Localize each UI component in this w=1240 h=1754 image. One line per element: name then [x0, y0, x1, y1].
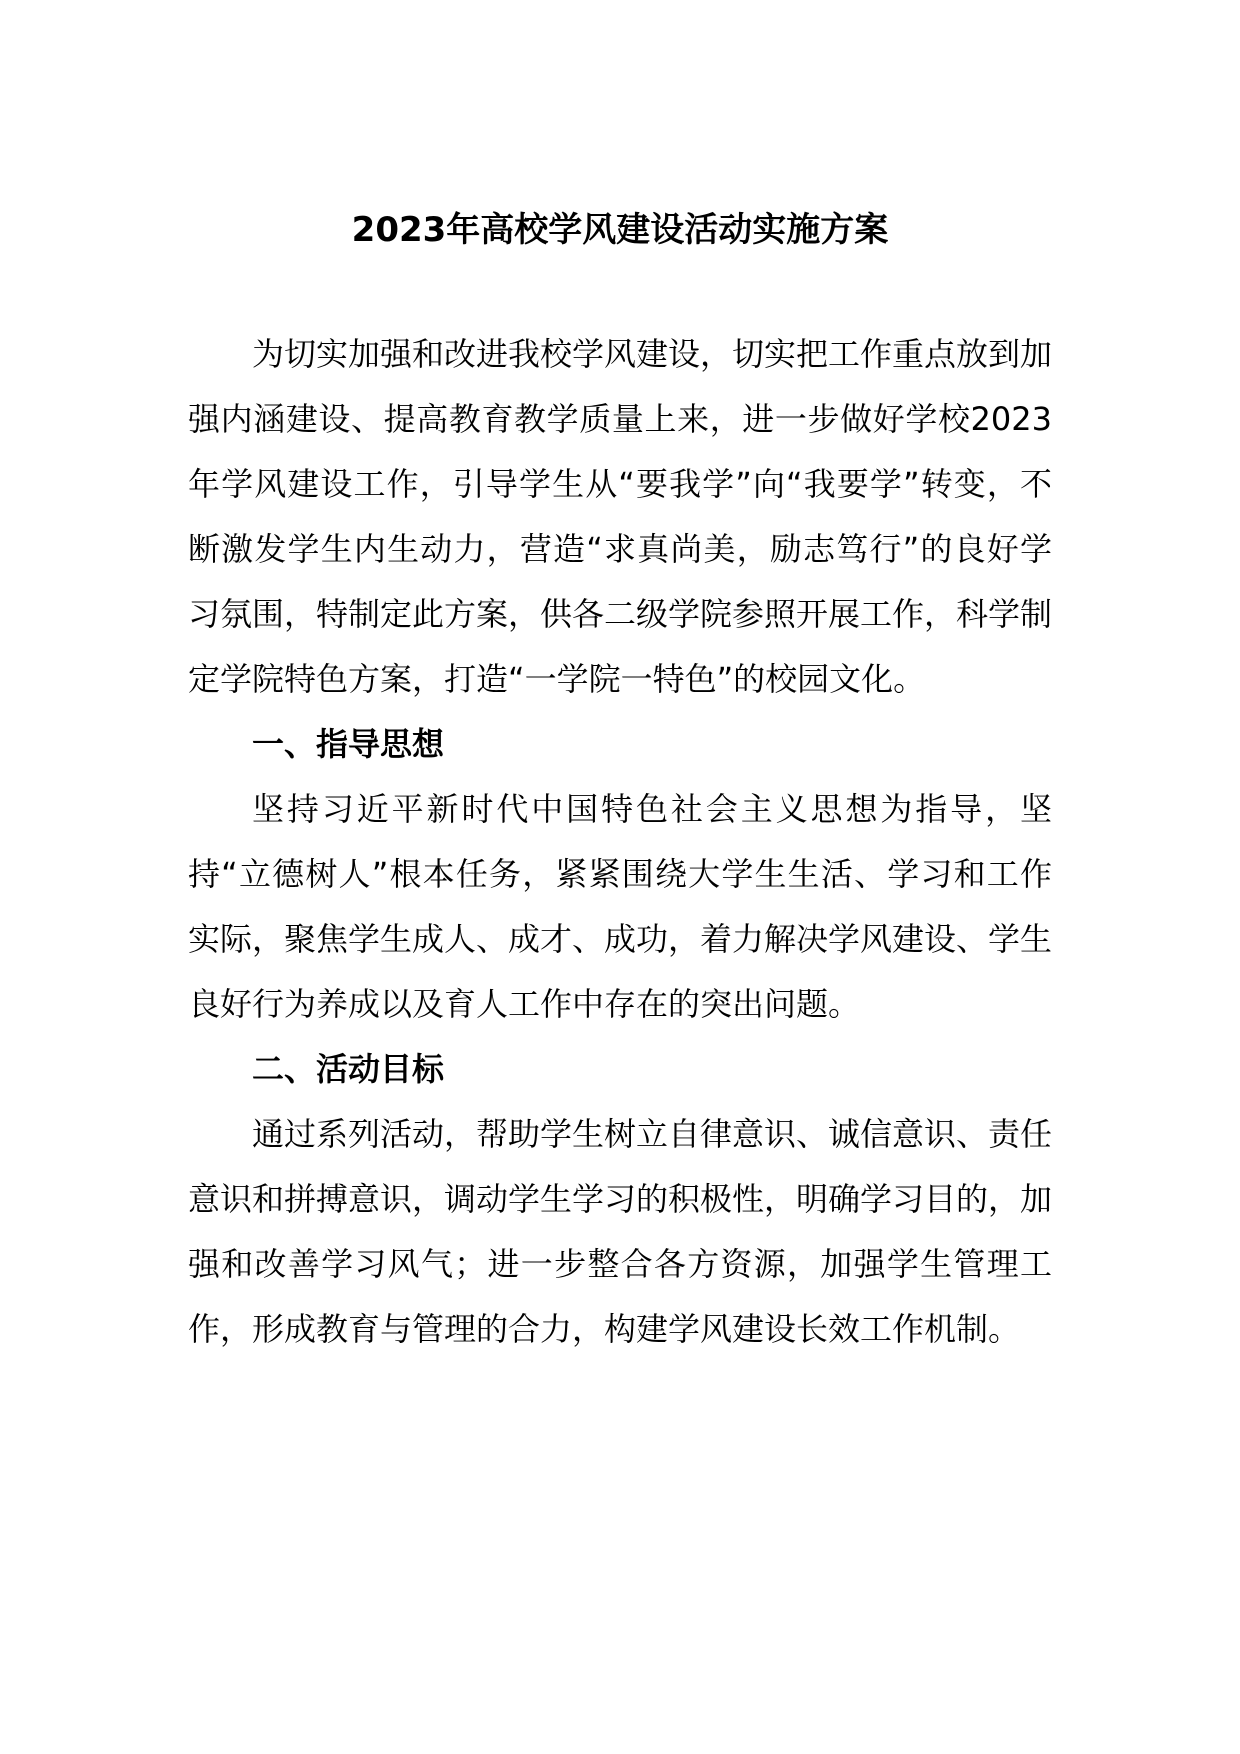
section-paragraph-guiding-ideology: 坚持习近平新时代中国特色社会主义思想为指导，坚持“立德树人”根本任务，紧紧围绕大学生生活、学习和工作实际，聚焦学生成人、成才、成功，着力解决学风建设、学生良好行为养成以及育人工作中存在的突出问题。: [188, 790, 1053, 1023]
document-title: 2023年高校学风建设活动实施方案: [351, 210, 889, 250]
section-heading-guiding-ideology: 一、指导思想: [252, 725, 445, 763]
intro-paragraph: 为切实加强和改进我校学风建设，切实把工作重点放到加强内涵建设、提高教育教学质量上来，进一步做好学校2023年学风建设工作，引导学生从“要我学”向“我要学”转变，不断激发学生内生动力，营造“求真尚美，励志笃行”的良好学习氛围，特制定此方案，供各二级学院参照开展工作，科学制定学院特色方案，打造“一学院一特色”的校园文化。: [188, 335, 1053, 698]
section-heading-activity-goals: 二、活动目标: [252, 1050, 445, 1088]
document-body: [188, 322, 1052, 1362]
section-paragraph-activity-goals: 通过系列活动，帮助学生树立自律意识、诚信意识、责任意识和拼搏意识，调动学生学习的积极性，明确学习目的，加强和改善学习风气；进一步整合各方资源，加强学生管理工作，形成教育与管理的合力，构建学风建设长效工作机制。: [188, 1115, 1053, 1348]
